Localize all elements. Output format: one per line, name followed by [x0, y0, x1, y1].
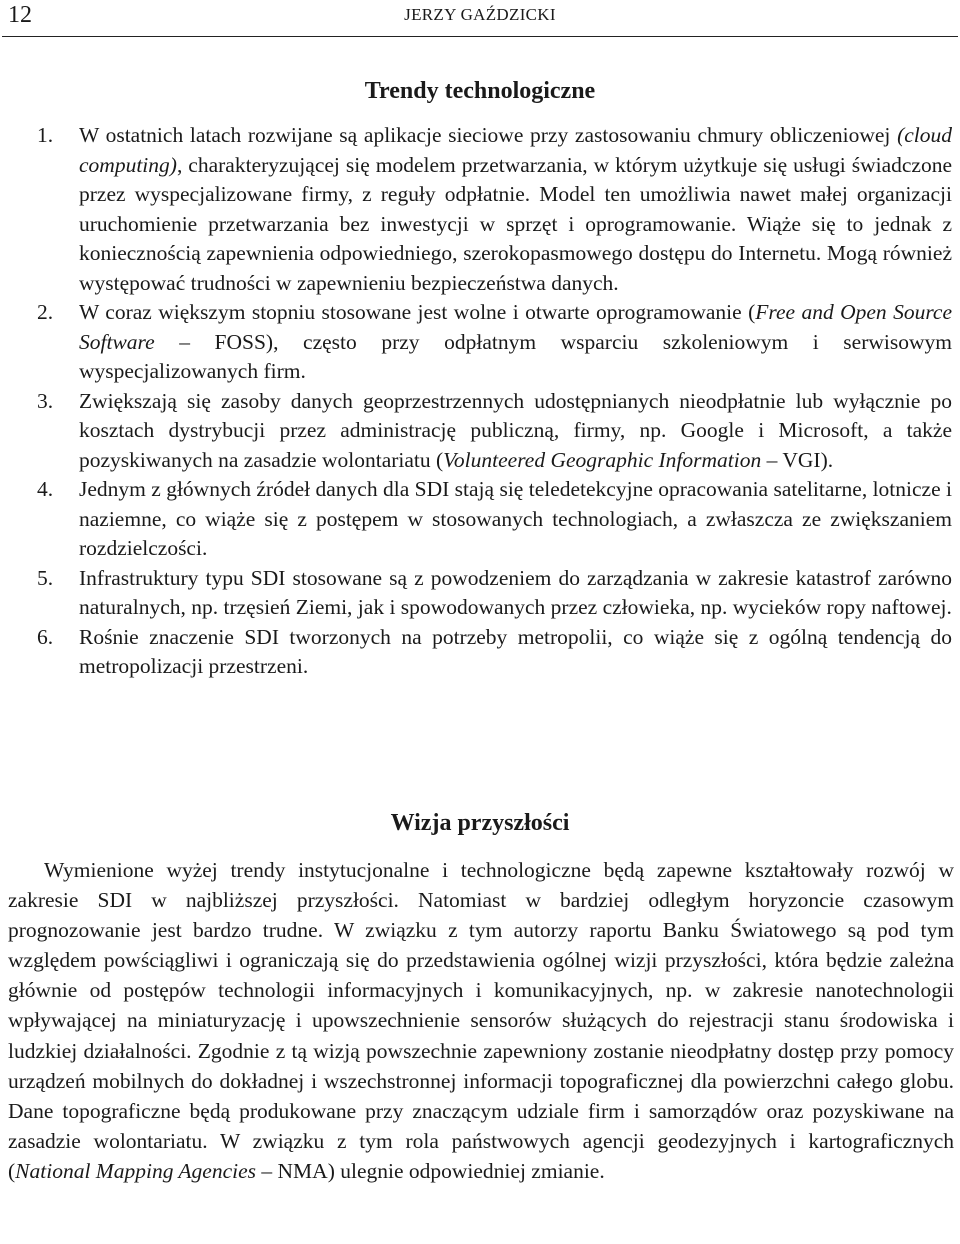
- list-item: [0, 623, 960, 682]
- list-item-text: [79, 475, 952, 564]
- page-header: [0, 0, 960, 40]
- list-item-number: 2.: [37, 300, 54, 324]
- list-item: [0, 121, 960, 298]
- italic-term: Volunteered Geographic Information: [443, 447, 762, 472]
- list-item-number: 1.: [37, 123, 54, 147]
- italic-term: Free and Open Source Software: [79, 300, 952, 354]
- text-run: W coraz większym stopniu stosowane jest wolne i otwarte oprogramowanie (: [79, 300, 756, 324]
- list-item-text: [79, 298, 952, 387]
- text-run: – NMA) ulegnie odpowiedniej zmianie.: [256, 1158, 605, 1183]
- text-run: Rośnie znaczenie SDI tworzonych na potrzeby metropolii, co wiąże się z ogólną tendencją do metropolizacji przestrzeni.: [79, 624, 952, 678]
- list-item-number: 4.: [37, 477, 54, 501]
- page-number: 12: [8, 2, 32, 28]
- section-title-trends: Trendy technologiczne: [364, 78, 596, 104]
- list-item: [0, 475, 960, 564]
- text-run: Infrastruktury typu SDI stosowane są z powodzeniem do zarządzania w zakresie katastrof zarówno naturalnych, np. trzęsień Ziemi, jak i spowodowanych przez człowieka, np. wycieków ropy naftowej.: [79, 565, 952, 619]
- list-item: [0, 564, 960, 623]
- italic-term: (cloud computing): [79, 123, 952, 177]
- list-item-number: 6.: [37, 624, 54, 649]
- list-item: [0, 387, 960, 476]
- list-item-text: [79, 121, 952, 298]
- header-rule: [2, 36, 958, 37]
- text-run: Jednym z głównych źródeł danych dla SDI stają się teledetekcyjne opracowania satelitarne, lotnicze i naziemne, co wiąże się z postępem w stosowanych technologiach, a zwłaszcza ze zwiększaniem rozdzielczości.: [79, 477, 952, 560]
- list-item-number: 3.: [37, 388, 54, 413]
- list-item-text: [79, 623, 952, 682]
- text-run: – FOSS), często przy odpłatnym wsparciu szkoleniowym i serwisowym wyspecjalizowanych firm.: [79, 329, 952, 383]
- list-item: [0, 298, 960, 387]
- trend-list: [0, 121, 960, 682]
- text-run: W ostatnich latach rozwijane są aplikacje sieciowe przy zastosowaniu chmury obliczeniowej: [79, 123, 898, 147]
- running-head: JERZY GAŹDZICKI: [404, 5, 556, 24]
- list-item-text: [79, 387, 952, 476]
- text-run: Wymienione wyżej trendy instytucjonalne i technologiczne będą zapewne kształtowały rozwój w zakresie SDI w najbliższej przyszłości. Natomiast w bardziej odległym horyzoncie czasowym prognozowanie jest bardzo trudne. W związku z tym autorzy raportu Banku Światowego są pod tym względem powściągliwi i ograniczają się do przedstawienia ogólnej wizji przyszłości, która będzie zależna głównie od postępów technologii informacyjnych i komunikacyjnych, np. w zakresie nanotechnologii wpływającej na miniaturyzację i upowszechnienie sensorów służących do rejestracji stanu środowiska i ludzkiej działalności. Zgodnie z tą wizją powszechnie zapewniony zostanie nieodpłatny dostęp przy pomocy urządzeń mobilnych do dokładnej i wszechstronnej informacji topograficznej dla powierzchni całego globu. Dane topograficzne będą produkowane przy znaczącym udziale firm i samorządów oraz pozyskiwane na zasadzie wolontariatu. W związku z tym rola państwowych agencji geodezyjnych i kartograficznych (: [8, 858, 954, 1183]
- list-item-number: 5.: [37, 565, 54, 590]
- list-item-text: [79, 564, 952, 623]
- vision-paragraph: [8, 855, 954, 1186]
- italic-term: National Mapping Agencies: [15, 1158, 257, 1183]
- section-title-vision: Wizja przyszłości: [390, 810, 570, 836]
- text-run: Zwiększają się zasoby danych geoprzestrzennych udostępnianych nieodpłatnie lub wyłącznie po kosztach dystrybucji przez administrację publiczną, firmy, np. Google i Microsoft, a także pozyskiwanych na zasadzie wolontariatu (: [79, 388, 952, 472]
- text-run: – VGI).: [761, 447, 834, 472]
- text-run: , charakteryzującej się modelem przetwarzania, w którym użytkuje się usługi świadczone przez wyspecjalizowane firmy, z reguły odpłatnie. Model ten umożliwia nawet małej organizacji uruchomienie przetwarzania bez inwestycji w sprzęt i oprogramowanie. Wiąże się to jednak z koniecznością zapewnienia odpowiedniego, szerokopasmowego dostępu do Internetu. Mogą również występować trudności w zapewnieniu bezpieczeństwa danych.: [79, 152, 952, 295]
